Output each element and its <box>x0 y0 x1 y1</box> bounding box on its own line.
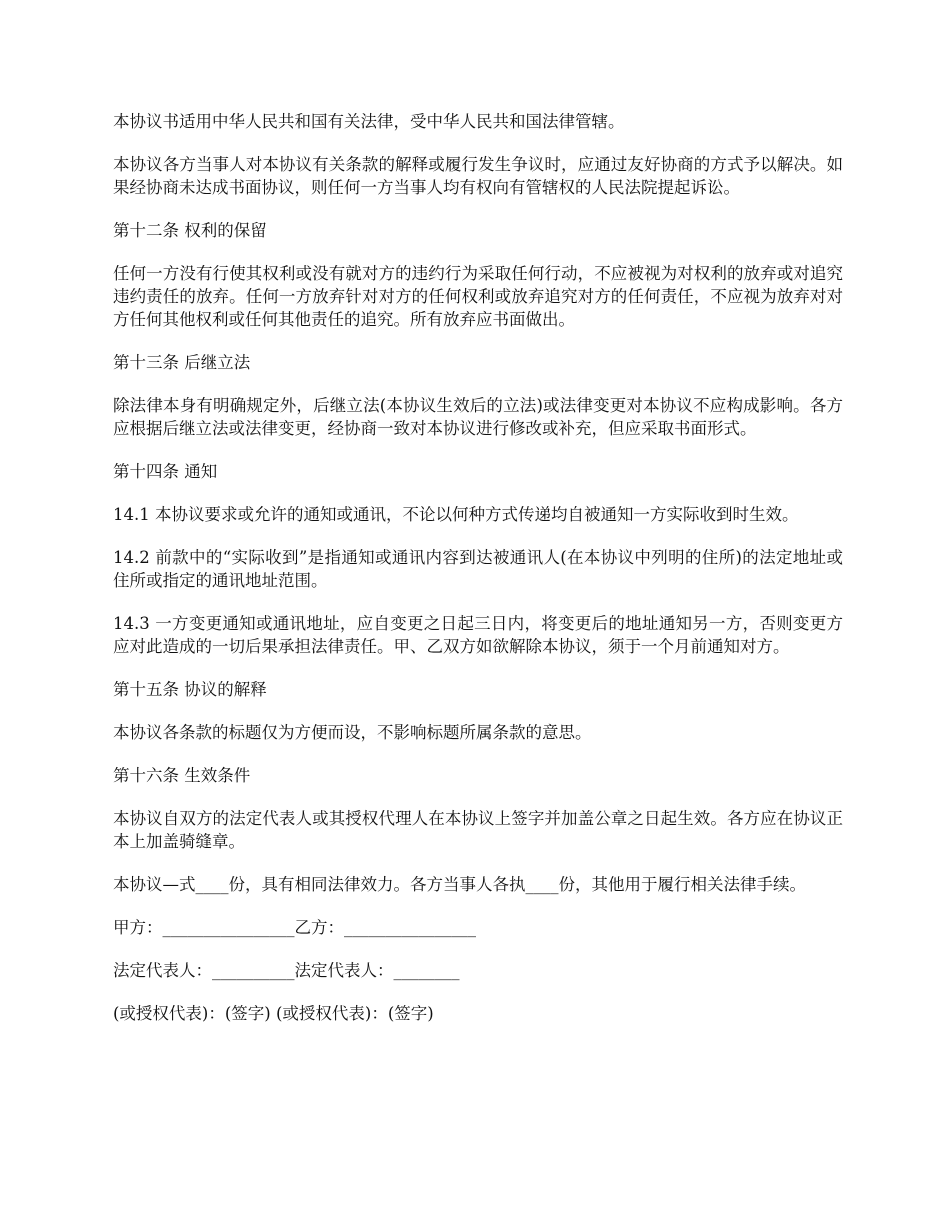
article-14-heading: 第十四条 通知 <box>113 462 218 481</box>
authorized-representative-line: (或授权代表)：(签字) (或授权代表)：(签字) <box>113 1004 434 1023</box>
article-13-body: 除法律本身有明确规定外，后继立法(本协议生效后的立法)或法律变更对本协议不应构成影响。各方应根据后继立法或法律变更，经协商一致对本协议进行修改或补充，但应采取书面形式。 <box>113 396 843 438</box>
article-12-body: 任何一方没有行使其权利或没有就对方的违约行为采取任何行动，不应被视为对权利的放弃或对追究违约责任的放弃。任何一方放弃针对对方的任何权利或放弃追究对方的任何责任，不应视为放弃对对方任何其他权利或任何其他责任的追究。所有放弃应书面做出。 <box>113 264 843 329</box>
clause-14-2: 14.2 前款中的“实际收到”是指通知或通讯内容到达被通讯人(在本协议中列明的住所)的法定地址或住所或指定的通讯地址范围。 <box>113 548 843 590</box>
article-16-body: 本协议自双方的法定代表人或其授权代理人在本协议上签字并加盖公章之日起生效。各方应在协议正本上加盖骑缝章。 <box>113 809 843 851</box>
governing-law-paragraph: 本协议书适用中华人民共和国有关法律，受中华人民共和国法律管辖。 <box>113 112 625 131</box>
clause-14-1: 14.1 本协议要求或允许的通知或通讯，不论以何种方式传递均自被通知一方实际收到时生效。 <box>113 505 799 524</box>
clause-14-3: 14.3 一方变更通知或通讯地址，应自变更之日起三日内，将变更后的地址通知另一方，否则变更方应对此造成的一切后果承担法律责任。甲、乙双方如欲解除本协议，须于一个月前通知对方。 <box>113 614 843 656</box>
document-page <box>113 110 843 1045</box>
article-12-heading: 第十二条 权利的保留 <box>113 221 267 240</box>
copies-paragraph: 本协议—式____份，具有相同法律效力。各方当事人各执____份，其他用于履行相关法律手续。 <box>113 875 806 894</box>
legal-representative-line: 法定代表人：__________法定代表人：________ <box>113 961 460 980</box>
article-15-heading: 第十五条 协议的解释 <box>113 680 267 699</box>
article-13-heading: 第十三条 后继立法 <box>113 353 251 372</box>
dispute-resolution-paragraph: 本协议各方当事人对本协议有关条款的解释或履行发生争议时，应通过友好协商的方式予以解决。如果经协商未达成书面协议，则任何一方当事人均有权向有管辖权的人民法院提起诉讼。 <box>113 155 843 197</box>
party-signature-line: 甲方：________________乙方：________________ <box>113 918 476 937</box>
article-16-heading: 第十六条 生效条件 <box>113 766 251 785</box>
article-15-body: 本协议各条款的标题仅为方便而设，不影响标题所属条款的意思。 <box>113 723 592 742</box>
